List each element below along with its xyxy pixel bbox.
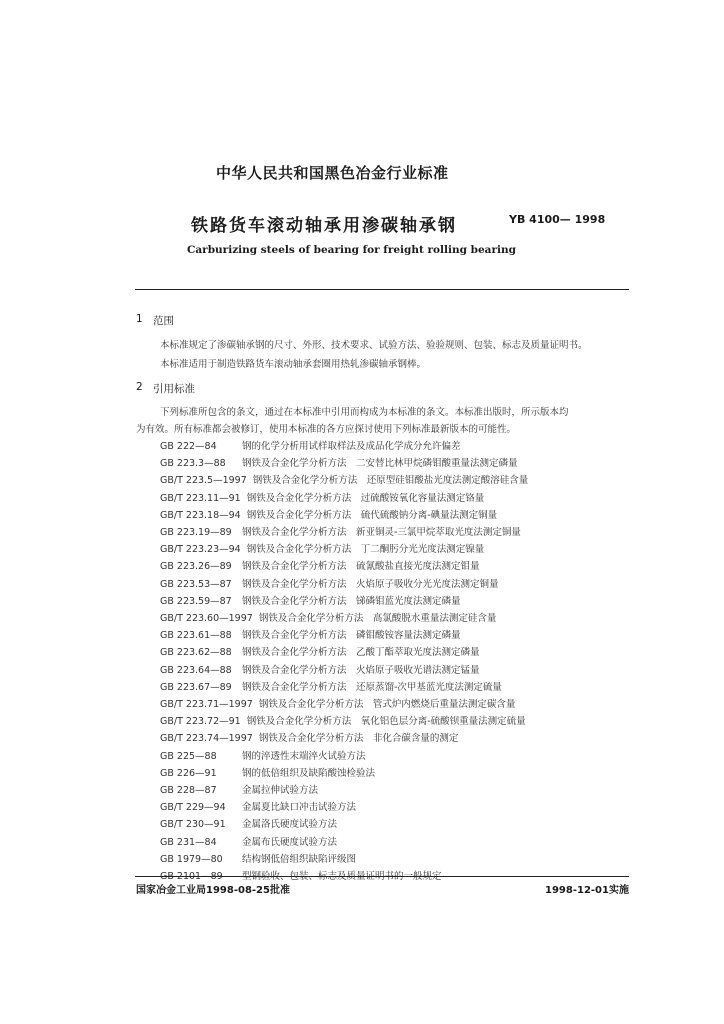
reference-code: GB/T 223.60—1997 [160,613,253,624]
reference-code: GB/T 230—91 [160,819,226,831]
reference-item [160,524,521,538]
reference-title: 金属拉伸试验方法 [242,785,319,796]
reference-item [160,541,484,555]
reference-title: 金属布氏硬度试验方法 [242,836,338,848]
reference-code: GB 231—84 [160,836,217,848]
reference-title: 金属夏比缺口冲击试验方法 [242,802,357,814]
reference-title: 钢铁及合金化学分析方法 非化合碳含量的测定 [258,733,459,745]
reference-item [160,816,337,830]
section-2-intro-line-2: 为有效。所有标准都会被修订，使用本标准的各方应探讨使用下列标准最新版本的可能性。 [136,424,517,435]
document-title: 铁路货车滚动轴承用渗碳轴承钢 [191,216,457,236]
reference-title: 钢铁及合金化学分析方法 硫代硫酸钠分离-碘量法测定铜量 [246,509,498,521]
reference-code: GB 223.64—88 [160,664,232,676]
section-2-intro-line-1: 下列标准所包含的条文，通过在本标准中引用而构成为本标准的条文。本标准出版时，所示版本均 [160,407,569,418]
reference-code: GB 223.67—89 [160,681,232,693]
section-2-heading: 引用标准 [153,383,195,395]
reference-title: 金属洛氏硬度试验方法 [242,819,338,831]
reference-item [160,679,502,693]
reference-code: GB 222—84 [160,441,217,452]
reference-title: 钢铁及合金化学分析方法 火焰原子吸收分光光度法测定铜量 [242,578,499,590]
reference-item [160,834,337,848]
reference-code: GB 223.19—89 [160,527,232,538]
reference-item [160,558,480,572]
reference-item [160,868,442,882]
reference-code: GB 223.59—87 [160,595,232,607]
reference-code: GB 223.62—88 [160,647,232,659]
reference-item [160,782,318,796]
reference-title: 钢的低倍组织及缺陷酸蚀检验法 [242,767,376,779]
reference-title: 钢铁及合金化学分析方法 二安替比林甲烷磷钼酸重量法测定磷量 [242,458,518,470]
reference-code: GB/T 229—94 [160,802,226,814]
reference-item [160,851,356,865]
english-title: Carburizing steels of bearing for freight rolling bearing [187,244,516,256]
reference-code: GB 228—87 [160,785,217,796]
reference-title: 结构钢低倍组织缺陷评级图 [242,853,357,865]
section-1-paragraph-2: 本标准适用于制造铁路货车滚动轴承套圈用热轧渗碳轴承钢棒。 [160,359,427,370]
reference-item [160,799,356,813]
reference-code: GB/T 223.71—1997 [160,699,253,710]
reference-title: 钢铁及合金化学分析方法 新亚铜灵-三氯甲烷萃取光度法测定铜量 [242,527,521,538]
reference-item [160,507,497,521]
reference-code: GB 225—88 [160,750,217,762]
header-divider [135,289,629,290]
reference-title: 钢铁及合金化学分析方法 硫氰酸盐直接光度法测定钼量 [242,561,480,573]
reference-code: GB 223.53—87 [160,578,232,590]
reference-item [160,713,526,727]
reference-title: 钢铁及合金化学分析方法 氧化铝色层分离-硫酸钡重量法测定硫量 [246,716,526,728]
reference-item [160,455,518,469]
reference-code: GB 1979—80 [160,853,223,865]
reference-item [160,610,496,624]
approval-line: 国家冶金工业局1998-08-25批准 [136,885,290,896]
reference-title: 钢铁及合金化学分析方法 丁二酮肟分光光度法测定镍量 [246,544,485,556]
reference-title: 钢铁及合金化学分析方法 高氯酸脱水重量法测定硅含量 [258,613,497,624]
reference-code: GB 226—91 [160,767,217,779]
reference-item [160,490,484,504]
reference-title: 钢铁及合金化学分析方法 锑磷钼蓝光度法测定磷量 [242,595,461,607]
standard-number: YB 4100— 1998 [509,213,606,226]
reference-item [160,438,461,452]
reference-title: 钢的化学分析用试样取样法及成品化学成分允许偏差 [242,441,461,452]
reference-title: 钢铁及合金化学分析方法 管式炉内燃烧后重量法测定碳含量 [258,699,516,710]
footer-divider [135,876,629,877]
reference-code: GB/T 223.72—91 [160,716,241,728]
reference-item [160,748,366,762]
section-1-heading: 范围 [153,315,174,327]
implementation-date: 1998-12-01实施 [545,885,629,896]
reference-item [160,627,461,641]
reference-item [160,472,528,486]
reference-title: 钢铁及合金化学分析方法 过硫酸铵氧化容量法测定铬量 [246,492,485,504]
reference-code: GB 223.3—88 [160,458,226,470]
reference-code: GB/T 223.23—94 [160,544,241,556]
section-1-number: 1 [136,313,143,325]
reference-code: GB 223.26—89 [160,561,232,573]
section-2-number: 2 [136,381,143,393]
reference-title: 钢铁及合金化学分析方法 火焰原子吸收光谱法测定锰量 [242,664,480,676]
reference-code: GB/T 223.74—1997 [160,733,253,745]
reference-item [160,765,375,779]
reference-item [160,730,458,744]
section-1-paragraph-1: 本标准规定了渗碳轴承钢的尺寸、外形、技术要求、试验方法、验验规则、包装、标志及质量证明书。 [160,340,588,351]
reference-code: GB/T 223.11—91 [160,492,241,504]
reference-item [160,593,461,607]
reference-item [160,662,480,676]
reference-item [160,696,515,710]
reference-item [160,576,499,590]
reference-title: 钢铁及合金化学分析方法 磷钼酸铵容量法测定磷量 [242,630,461,642]
reference-title: 钢的淬透性末端淬火试验方法 [242,750,366,762]
organization-heading: 中华人民共和国黑色冶金行业标准 [216,164,449,182]
reference-code: GB/T 223.18—94 [160,509,241,521]
reference-title: 钢铁及合金化学分析方法 乙酸丁酯萃取光度法测定磷量 [242,647,480,659]
reference-item [160,644,480,658]
reference-title: 钢铁及合金化学分析方法 还原蒸馏-次甲基蓝光度法测定硫量 [242,681,502,693]
reference-code: GB/T 223.5—1997 [160,475,247,487]
reference-code: GB 223.61—88 [160,630,232,642]
reference-title: 钢铁及合金化学分析方法 还原型硅钼酸盐光度法测定酸溶硅含量 [252,475,529,487]
